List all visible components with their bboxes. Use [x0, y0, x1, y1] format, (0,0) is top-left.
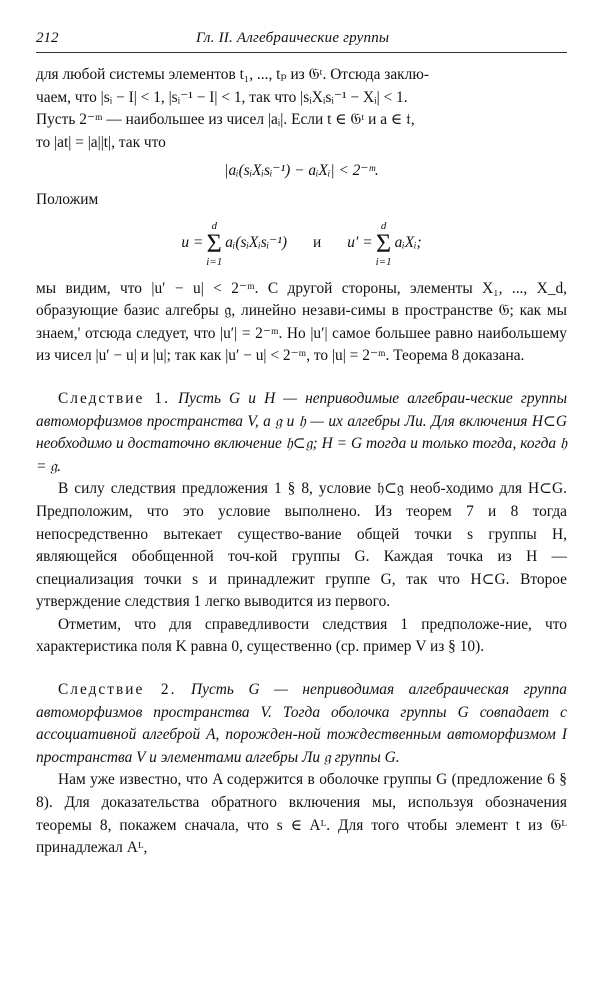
formula-inequality: |aᵢ(sᵢXᵢsᵢ⁻¹) − aᵢXᵢ| < 2⁻ᵐ. — [224, 162, 379, 180]
text-line: чаем, что |sᵢ − I| < 1, |sᵢ⁻¹ − I| < 1, так что |sᵢXᵢsᵢ⁻¹ − Xᵢ| < 1. — [36, 88, 408, 106]
conjunction: и — [313, 234, 322, 252]
corollary-text: Пусть G и H — неприводимые алгебраи-ческие группы автоморфизмов пространства V, a 𝔤 и 𝔥 — их алгебры Ли. Для включения H⊂G необходимо и достаточно включение 𝔥⊂𝔤; H = G тогда и только тогда, когда 𝔥 = 𝔤. — [36, 389, 568, 475]
text-line: Пусть 2⁻ᵐ — наибольшее из чисел |aᵢ|. Если t ∈ 𝔊ᵗ и a ∈ 𝔱, — [36, 111, 415, 129]
paragraph: Нам уже известно, что A содержится в оболочке группы G (предложение 6 § 8). Для доказательства обратного включения мы, используя обозначения теоремы 8, покажем сначала, что s ∈ Aᴸ. Для того чтобы элемент t из 𝔊ᴸ принадлежал Aᴸ, — [36, 771, 567, 857]
page-number: 212 — [36, 30, 59, 46]
sum-lower-limit: i=1 — [375, 255, 392, 268]
sum-upper-limit: d — [211, 219, 217, 232]
sum-sign: Σ — [376, 228, 392, 258]
paragraph: В силу следствия предложения 1 § 8, условие 𝔥⊂𝔤 необ-ходимо для H⊂G. Предположим, что это условие выполнено. Из теорем 7 и 8 тогда непосредственно вытекает существо-вание общей точки s группы H, являющейся обобщенной точ-кой группы G. Каждая точка из H — специализация точки s и принадлежит группе G, так что H⊂G. Второе утверждение следствия 1 легко выводится из первого. — [36, 480, 567, 611]
formula-sums — [36, 220, 567, 268]
corollary-label: Следствие 2. — [58, 681, 177, 699]
sum-u — [181, 220, 287, 268]
running-title: Гл. II. Алгебраические группы — [196, 30, 390, 46]
text-line: для любой системы элементов t₁, ..., tₚ из 𝔊ᵗ. Отсюда заклю- — [36, 66, 429, 83]
sum-upper-limit: d — [380, 219, 387, 232]
page-body — [36, 64, 567, 860]
paragraph: мы видим, что |u′ − u| < 2⁻ᵐ. С другой стороны, элементы X₁, ..., X_d, образующие базис алгебры 𝔤, линейно незави-симы в пространстве 𝔊; как мы знаем,' отсюда следует, что |u′| = 2⁻ᵐ. Но |u′| самое большее равно наибольшему из чисел |u′ − u| и |u|; так как |u′ − u| < 2⁻ᵐ, то |u| = 2⁻ᵐ. Теорема 8 доказана. — [36, 279, 567, 365]
sum-expression: aᵢXᵢ; — [394, 234, 422, 252]
corollary-2 — [36, 679, 567, 769]
corollary-1 — [36, 388, 567, 478]
sum-sign: Σ — [206, 228, 222, 258]
sum-lhs: u = — [181, 234, 204, 252]
sum-lower-limit: i=1 — [206, 255, 223, 268]
sum-u-prime — [347, 220, 421, 268]
sum-expression: aᵢ(sᵢXᵢsᵢ⁻¹) — [225, 234, 288, 252]
sigma-symbol — [206, 220, 222, 268]
sigma-symbol — [376, 220, 392, 268]
paragraph: Отметим, что для справедливости следствия 1 предположе-ние, что характеристика поля K равна 0, существенно (ср. пример V из § 10). — [36, 615, 567, 656]
corollary-text: Пусть G — неприводимая алгебраическая группа автоморфизмов пространства V. Тогда оболочка группы G совпадает с ассоциативной алгеброй A, порожден-ной тождественным автоморфизмом I пространства V и элементами алгебры Ли 𝔤 группы G. — [36, 681, 567, 766]
text-line: то |at| = |a||t|, так что — [36, 133, 166, 151]
sum-lhs: u′ = — [347, 234, 373, 252]
corollary-label: Следствие 1. — [58, 389, 170, 407]
page-header — [36, 30, 567, 53]
text-line: Положим — [36, 190, 99, 208]
